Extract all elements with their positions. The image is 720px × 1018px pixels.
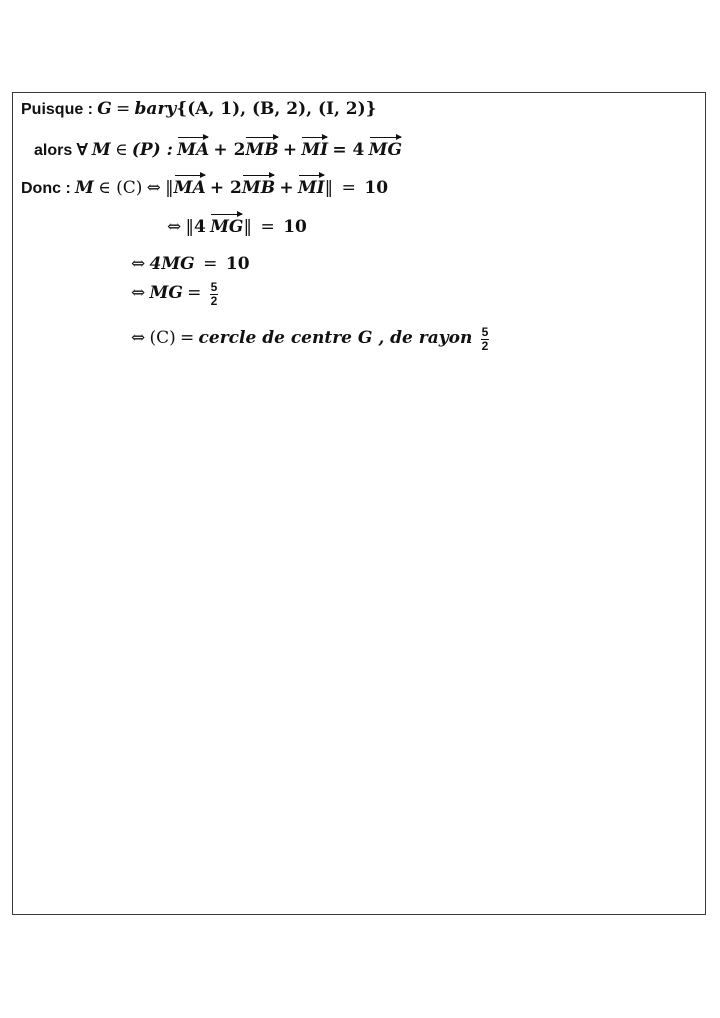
var-m: M <box>91 140 111 160</box>
var-m: M <box>75 178 94 198</box>
value-10: 10 <box>225 254 250 274</box>
value-10: 10 <box>364 178 389 198</box>
equals-sign: = <box>341 178 356 198</box>
fraction-5-2 <box>481 326 490 353</box>
vector-mg: MG <box>210 217 244 237</box>
iff-arrow-icon: ⇔ <box>131 254 146 274</box>
vector-ma: MA <box>173 178 206 198</box>
plus-sign: + <box>279 178 294 198</box>
vector-mb: MB <box>245 140 279 160</box>
norm-open: ‖ <box>185 217 194 237</box>
value-10: 10 <box>283 217 307 237</box>
equals-sign: = <box>116 99 131 119</box>
iff-arrow-icon: ⇔ <box>131 283 146 303</box>
solution-box <box>12 92 706 915</box>
equals-four: = 4 <box>332 140 365 160</box>
vector-mi: MI <box>301 140 329 160</box>
label-donc: Donc : <box>21 180 71 197</box>
iff-arrow-icon: ⇔ <box>167 217 182 237</box>
vector-mg: MG <box>368 140 402 160</box>
iff-arrow-icon: ⇔ <box>146 178 161 198</box>
plus-two: + 2 <box>213 140 246 160</box>
vector-mb: MB <box>241 178 276 198</box>
numerator: 5 <box>210 279 218 294</box>
circle-c: (C) <box>149 328 176 348</box>
line-alors <box>34 139 402 162</box>
element-of-symbol: ∈ <box>114 140 128 160</box>
line-donc <box>21 177 388 200</box>
line-4mg <box>131 253 250 275</box>
coefficient-4: 4 <box>194 217 206 237</box>
norm-close: ‖ <box>243 217 252 237</box>
var-g: G <box>97 99 112 119</box>
iff-arrow-icon: ⇔ <box>131 328 146 348</box>
line-conclusion <box>131 323 489 353</box>
fraction-5-2 <box>210 281 219 308</box>
vector-ma: MA <box>177 140 210 160</box>
in-circle: ∈ (C) <box>98 178 143 198</box>
norm-close: ‖ <box>324 178 334 198</box>
equals-sign: = <box>187 283 202 303</box>
label-alors: alors ∀ <box>34 142 88 159</box>
numerator: 5 <box>481 324 489 339</box>
bary-function: bary <box>134 99 177 119</box>
equals-sign: = <box>180 328 195 348</box>
vector-mi: MI <box>297 178 325 198</box>
denominator: 2 <box>481 338 489 353</box>
plane-p: (P) : <box>131 140 173 160</box>
label-puisque: Puisque : <box>21 101 94 118</box>
denominator: 2 <box>210 293 218 308</box>
equals-sign: = <box>260 217 275 237</box>
line-mg-equals <box>131 278 218 308</box>
line-puisque <box>21 98 377 121</box>
plus-two: + 2 <box>209 178 242 198</box>
conclusion-text: cercle de centre G , de rayon <box>198 328 473 348</box>
expr-4mg: 4MG <box>149 254 195 274</box>
plus-sign: + <box>282 140 298 160</box>
expr-mg: MG <box>149 283 183 303</box>
weighted-points-set: {(A, 1), (B, 2), (I, 2)} <box>176 99 377 119</box>
line-norm-4mg <box>167 216 307 238</box>
equals-sign: = <box>203 254 218 274</box>
norm-open: ‖ <box>165 178 174 198</box>
